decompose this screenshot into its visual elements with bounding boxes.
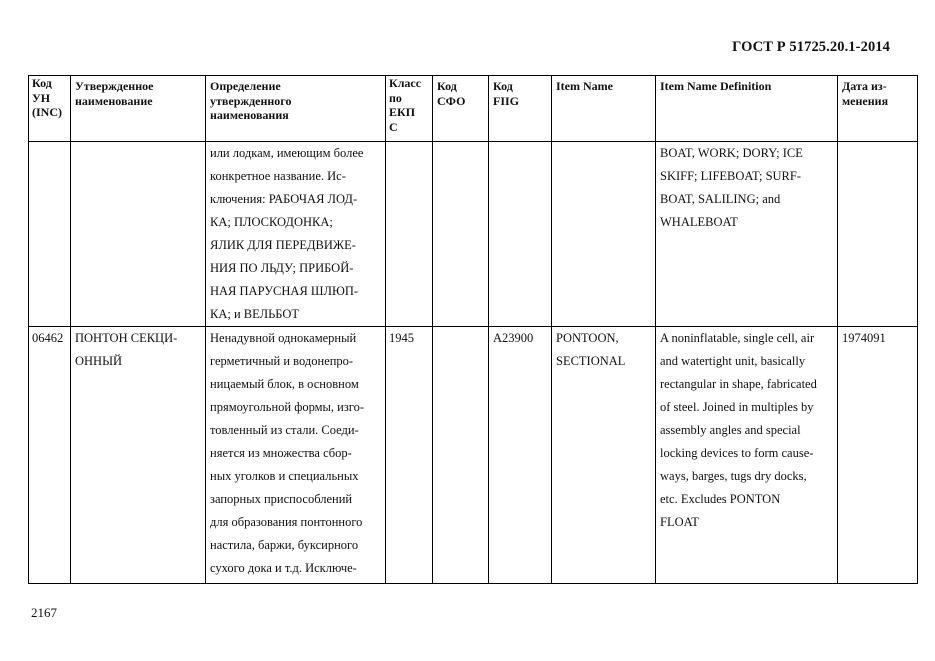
header-change-date: Дата из- менения	[838, 76, 918, 142]
cell-item-name-definition: A noninflatable, single cell, air and watertight unit, basically rectangular in shape, fabricated of steel. Joined in multiples by assembly angles and special locking devices to form cause- ways, barges, tugs dry docks, etc. Excludes PONTON FLOAT	[656, 327, 838, 584]
header-item-name: Item Name	[552, 76, 656, 142]
header-class: Класс по ЕКП С	[386, 76, 433, 142]
cell-item-name-definition: BOAT, WORK; DORY; ICE SKIFF; LIFEBOAT; SURF- BOAT, SALILING; and WHALEBOAT	[656, 142, 838, 327]
cell-class: 1945	[386, 327, 433, 584]
header-item-name-definition: Item Name Definition	[656, 76, 838, 142]
standard-designation: ГОСТ Р 51725.20.1-2014	[732, 39, 890, 55]
cell-sfo	[433, 142, 489, 327]
inc-catalog-table	[28, 75, 918, 584]
cell-sfo	[433, 327, 489, 584]
table-row	[29, 327, 918, 584]
header-definition: Определение утвержденного наименования	[206, 76, 386, 142]
header-sfo: Код СФО	[433, 76, 489, 142]
cell-class	[386, 142, 433, 327]
cell-fiig: A23900	[489, 327, 552, 584]
cell-item-name	[552, 142, 656, 327]
cell-definition: Ненадувной однокамерный герметичный и водонепро- ницаемый блок, в основном прямоугольной формы, изго- товленный из стали. Соеди- няется из множества сбор- ных уголков и специальных запорных приспособлений для образования понтонного настила, баржи, буксирного сухого дока и т.д. Исключе-	[206, 327, 386, 584]
cell-inc	[29, 142, 71, 327]
header-inc: Код УН (INC)	[29, 76, 71, 142]
cell-change-date: 1974091	[838, 327, 918, 584]
cell-change-date	[838, 142, 918, 327]
table-row	[29, 142, 918, 327]
cell-fiig	[489, 142, 552, 327]
header-approved-name: Утвержденное наименование	[71, 76, 206, 142]
cell-approved-name	[71, 142, 206, 327]
header-fiig: Код FIIG	[489, 76, 552, 142]
page-number: 2167	[31, 605, 57, 620]
cell-inc: 06462	[29, 327, 71, 584]
cell-approved-name: ПОНТОН СЕКЦИ- ОННЫЙ	[71, 327, 206, 584]
table-header-row	[29, 76, 918, 142]
cell-definition: или лодкам, имеющим более конкретное название. Ис- ключения: РАБОЧАЯ ЛОД- КА; ПЛОСКОДОНКА; ЯЛИК ДЛЯ ПЕРЕДВИЖЕ- НИЯ ПО ЛЬДУ; ПРИБОЙ- НАЯ ПАРУСНАЯ ШЛЮП- КА; и ВЕЛЬБОТ	[206, 142, 386, 327]
cell-item-name: PONTOON, SECTIONAL	[552, 327, 656, 584]
